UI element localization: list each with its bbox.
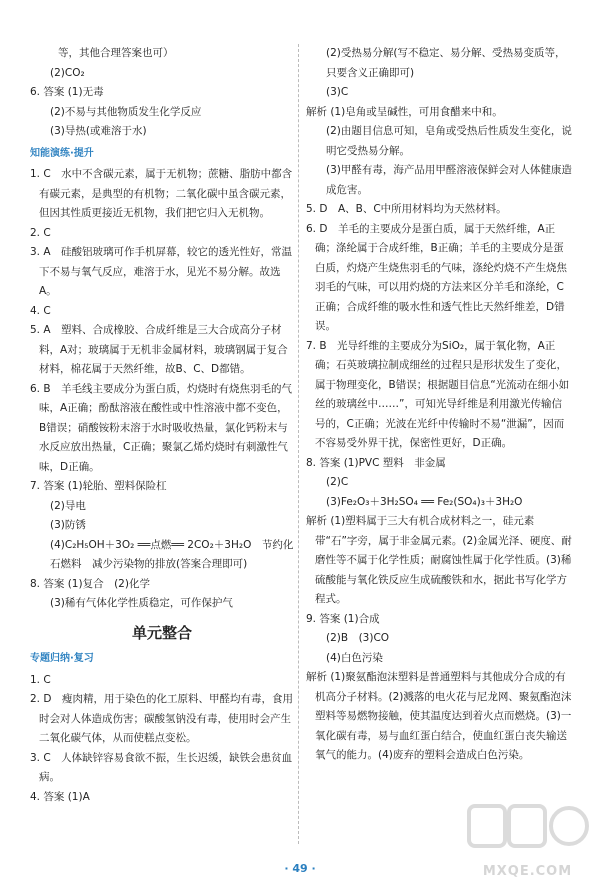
answer-line: 8. 答案 (1)复合 (2)化学 — [30, 577, 150, 590]
answer-line: (3)甲醛有毒，海产品用甲醛溶液保鲜会对人体健康造成危害。 — [326, 164, 572, 196]
answer-line: 2. C — [30, 226, 51, 239]
answer-line: 3. A 硅酸铝玻璃可作手机屏幕，较它的透光性好，常温下不易与氧气反应，难溶于水，见光不易分解。故选A。 — [30, 246, 293, 297]
section-heading: 专题归纳·复习 — [30, 653, 94, 664]
answer-line: 1. C 水中不含碳元素，属于无机物；蔗糖、脂肪中都含有碳元素，是典型的有机物；二氧化碳中虽含碳元素，但因其性质更接近无机物，我们把它归入无机物。 — [30, 168, 293, 219]
watermark-text: MXQE.COM — [482, 864, 573, 879]
answer-line: 解析 (1)聚氨酯泡沫塑料是普通塑料与其他成分合成的有机高分子材料。(2)溅落的电火花与尼龙网、聚氨酯泡沫塑料等易燃物接触，使其温度达到着火点而燃烧。(3)一氧化碳有毒，易与血红蛋白结合，使血红蛋白丧失输送氧气的能力。(4)废弃的塑料会造成白色污染。 — [306, 671, 572, 761]
answer-line: (3)导热(或难溶于水) — [50, 125, 147, 137]
right-column — [306, 44, 572, 766]
answer-line: (2)C — [326, 476, 349, 488]
answer-line: (3)C — [326, 86, 349, 98]
watermark — [465, 800, 590, 890]
answer-line: 解析 (1)皂角或呈碱性，可用食醋来中和。 — [306, 105, 503, 118]
watermark-logo-icon — [465, 800, 590, 864]
answer-line: 4. C — [30, 304, 51, 317]
answer-line: 7. 答案 (1)轮胎、塑料保险杠 — [30, 480, 167, 492]
answer-line: (2)B (3)CO — [326, 632, 390, 644]
answer-line: (2)由题目信息可知，皂角或受热后性质发生变化，说明它受热易分解。 — [326, 125, 572, 157]
answer-line: 3. C 人体缺锌容易食欲不振，生长迟缓，缺铁会患贫血病。 — [30, 751, 293, 783]
answer-line: (2)CO₂ — [50, 66, 85, 79]
answer-line: (2)不易与其他物质发生化学反应 — [50, 105, 202, 118]
answer-line: 8. 答案 (1)PVC 塑料 非金属 — [306, 456, 446, 469]
answer-line: 5. A 塑料、合成橡胶、合成纤维是三大合成高分子材料，A对；玻璃属于无机非金属材料，玻璃钢属于复合材料，棉花属于天然纤维，故B、C、D都错。 — [30, 324, 288, 375]
answer-line: 等，其他合理答案也可） — [58, 47, 174, 59]
answer-line: (2)受热易分解(写不稳定、易分解、受热易变质等，只要含义正确即可) — [326, 47, 566, 79]
section-heading: 知能演练·提升 — [30, 147, 94, 159]
page-number: · 49 · — [284, 862, 316, 875]
answer-line: (4)C₂H₅OH＋3O₂ ══点燃══ 2CO₂＋3H₂O 节约化石燃料 减少污染物的排放(答案合理即可) — [50, 538, 294, 570]
column-divider — [298, 44, 299, 844]
answer-line: 2. D 瘦肉精，用于染色的化工原料、甲醛均有毒，食用时会对人体造成伤害；碳酸氢钠没有毒，使用时会产生二氧化碳气体，从而使糕点变松。 — [30, 693, 293, 744]
answer-line: 4. 答案 (1)A — [30, 790, 90, 803]
answer-line: (2)导电 — [50, 499, 86, 512]
answer-line: 6. 答案 (1)无毒 — [30, 86, 104, 98]
answer-line: (3)Fe₂O₃＋3H₂SO₄ ══ Fe₂(SO₄)₃＋3H₂O — [326, 495, 523, 508]
left-column — [30, 44, 294, 807]
answer-line: (3)防锈 — [50, 519, 86, 531]
answer-line: 1. C — [30, 673, 51, 686]
answer-line: 6. D 羊毛的主要成分是蛋白质，属于天然纤维，A正确；涤纶属于合成纤维，B正确；羊毛的主要成分是蛋白质，灼烧产生烧焦羽毛的气味，涤纶灼烧不产生烧焦羽毛的气味，可以用灼烧的方法来区分羊毛和涤纶，C正确；合成纤维的吸水性和透气性比天然纤维差，D错误。 — [306, 222, 567, 332]
answer-line: 6. B 羊毛线主要成分为蛋白质，灼烧时有烧焦羽毛的气味，A正确；酚酞溶液在酸性或中性溶液中都不变色，B错误；硝酸铵粉末溶于水时吸收热量，氯化钙粉末与水反应放出热量，C正确；聚氯乙烯灼烧时有刺激性气味，D正确。 — [30, 382, 293, 473]
answer-line: 5. D A、B、C中所用材料均为天然材料。 — [306, 203, 507, 215]
answer-line: (4)白色污染 — [326, 651, 383, 664]
answer-line: 解析 (1)塑料属于三大有机合成材料之一，硅元素带“石”字旁，属于非金属元素。(2)金属光泽、硬度、耐磨性等不属于化学性质；耐腐蚀性属于化学性质。(3)稀硫酸能与氧化铁反应生成硫酸铁和水，据此书写化学方程式。 — [306, 515, 572, 605]
answer-line: 9. 答案 (1)合成 — [306, 612, 380, 625]
answer-line: 7. B 光导纤维的主要成分为SiO₂，属于氧化物，A正确；石英玻璃拉制成细丝的过程只是形状发生了变化，属于物理变化，B错误；根据题目信息“光流动在细小如丝的玻璃丝中……”，可知光导纤维是利用激光传输信号的，C正确；光波在光纤中传输时不易“泄漏”，因而不容易受外界干扰，保密性更好，D正确。 — [306, 339, 570, 449]
answer-line: (3)稀有气体化学性质稳定，可作保护气 — [50, 597, 233, 609]
unit-title: 单元整合 — [131, 623, 192, 642]
